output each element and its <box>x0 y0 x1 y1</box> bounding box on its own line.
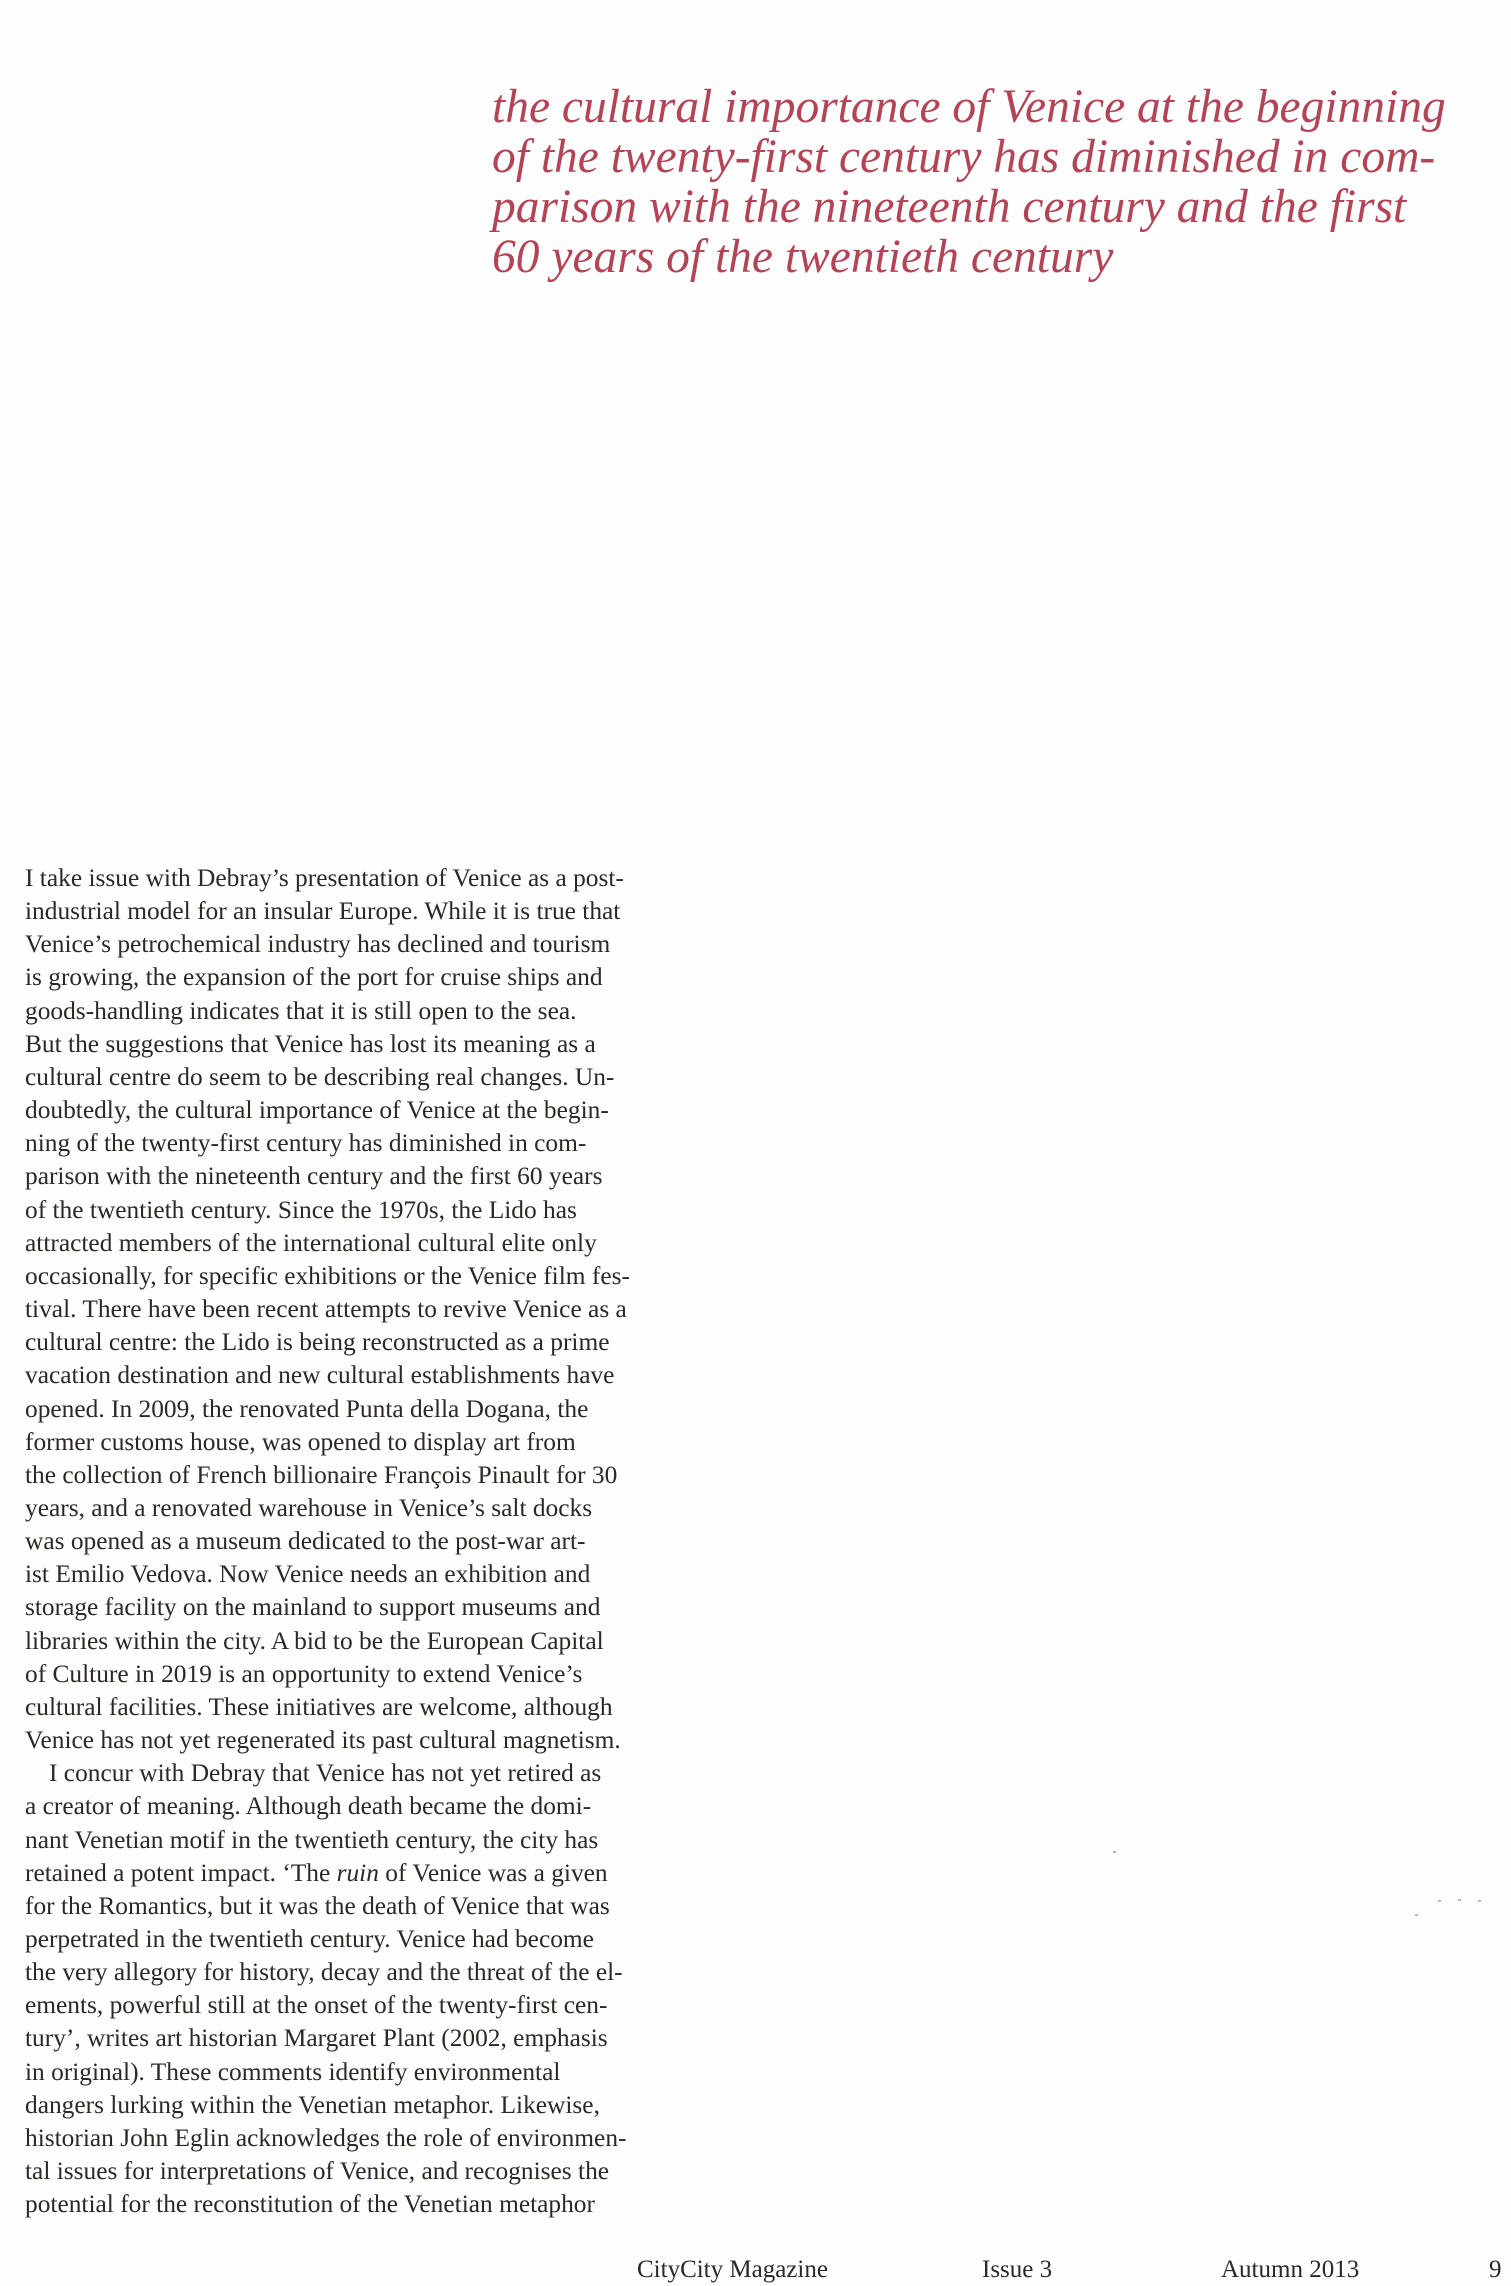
body-line: the collection of French billionaire François Pinault for 30 <box>25 1460 618 1489</box>
body-line <box>25 1857 745 1890</box>
scan-speck <box>1113 1851 1116 1853</box>
body-line: ements, powerful still at the onset of the twenty-first cen- <box>25 1991 608 2020</box>
scan-speck <box>1438 1900 1441 1902</box>
body-line: attracted members of the international cultural elite only <box>25 1228 597 1257</box>
scan-speck <box>1415 1914 1418 1916</box>
pull-quote-line: the cultural importance of Venice at the beginning <box>492 81 1446 133</box>
body-line: perpetrated in the twentieth century. Venice had become <box>25 1925 594 1953</box>
body-line: former customs house, was opened to display art from <box>25 1427 576 1456</box>
body-line: Venice has not yet regenerated its past cultural magnetism. <box>25 1726 621 1755</box>
body-line: tal issues for interpretations of Venice, and recognises the <box>25 2157 610 2186</box>
body-line: goods-handling indicates that it is still open to the sea. <box>25 996 577 1025</box>
body-line: cultural centre do seem to be describing real changes. Un- <box>25 1062 615 1091</box>
footer-magazine-name: CityCity Magazine <box>637 2256 828 2283</box>
body-line: tival. There have been recent attempts to revive Venice as a <box>25 1295 627 1324</box>
body-line: historian John Eglin acknowledges the role of environmen- <box>25 2123 627 2152</box>
body-line: storage facility on the mainland to support museums and <box>25 1593 601 1622</box>
scan-speck <box>1478 1900 1481 1902</box>
pull-quote-line: of the twenty-first century has diminished in com- <box>492 131 1436 183</box>
body-line: is growing, the expansion of the port for cruise ships and <box>25 963 603 992</box>
body-line: Venice’s petrochemical industry has declined and tourism <box>25 930 611 959</box>
article-body <box>25 862 745 2221</box>
pull-quote-line: 60 years of the twentieth century <box>492 231 1114 283</box>
body-line: tury’, writes art historian Margaret Plant (2002, emphasis <box>25 2024 608 2053</box>
pull-quote-line: parison with the nineteenth century and the first <box>492 181 1407 233</box>
body-line: of Culture in 2019 is an opportunity to extend Venice’s <box>25 1659 583 1688</box>
body-line: years, and a renovated warehouse in Venice’s salt docks <box>25 1493 593 1522</box>
body-line: nant Venetian motif in the twentieth century, the city has <box>25 1825 599 1854</box>
body-line: ning of the twenty-first century has diminished in com- <box>25 1129 587 1158</box>
body-line: industrial model for an insular Europe. While it is true that <box>25 897 621 926</box>
body-line: in original). These comments identify environmental <box>25 2057 561 2086</box>
body-line: I take issue with Debray’s presentation of Venice as a post- <box>25 864 624 892</box>
page-number: 9 <box>1489 2256 1502 2283</box>
body-line: the very allegory for history, decay and the threat of the el- <box>25 1958 623 1987</box>
body-line: But the suggestions that Venice has lost its meaning as a <box>25 1029 596 1058</box>
body-line: occasionally, for specific exhibitions or the Venice film fes- <box>25 1261 630 1290</box>
body-line: dangers lurking within the Venetian metaphor. Likewise, <box>25 2090 600 2119</box>
body-line: of the twentieth century. Since the 1970s, the Lido has <box>25 1195 577 1224</box>
pull-quote <box>492 82 1492 282</box>
body-line-part: retained a potent impact. ‘The <box>25 1858 337 1887</box>
emphasis-ruin: ruin <box>336 1858 379 1887</box>
body-line: potential for the reconstitution of the Venetian metaphor <box>25 2190 595 2219</box>
scan-speck <box>1458 1899 1461 1901</box>
body-line: a creator of meaning. Although death became the domi- <box>25 1792 592 1821</box>
body-line: cultural facilities. These initiatives are welcome, although <box>25 1692 613 1721</box>
body-line-part: of Venice was a given <box>378 1858 608 1887</box>
body-line: vacation destination and new cultural establishments have <box>25 1361 615 1390</box>
body-line: libraries within the city. A bid to be the European Capital <box>25 1626 604 1655</box>
body-line: ist Emilio Vedova. Now Venice needs an exhibition and <box>25 1560 591 1589</box>
footer-issue: Issue 3 <box>982 2256 1053 2283</box>
body-line: parison with the nineteenth century and the first 60 years <box>25 1162 603 1191</box>
body-line: I concur with Debray that Venice has not yet retired as <box>49 1759 602 1788</box>
body-line: opened. In 2009, the renovated Punta della Dogana, the <box>25 1394 589 1423</box>
body-line: for the Romantics, but it was the death of Venice that was <box>25 1891 610 1920</box>
footer-season: Autumn 2013 <box>1221 2256 1360 2283</box>
body-line: cultural centre: the Lido is being reconstructed as a prime <box>25 1328 610 1357</box>
body-line: was opened as a museum dedicated to the post-war art- <box>25 1527 586 1556</box>
body-line: doubtedly, the cultural importance of Venice at the begin- <box>25 1096 609 1125</box>
